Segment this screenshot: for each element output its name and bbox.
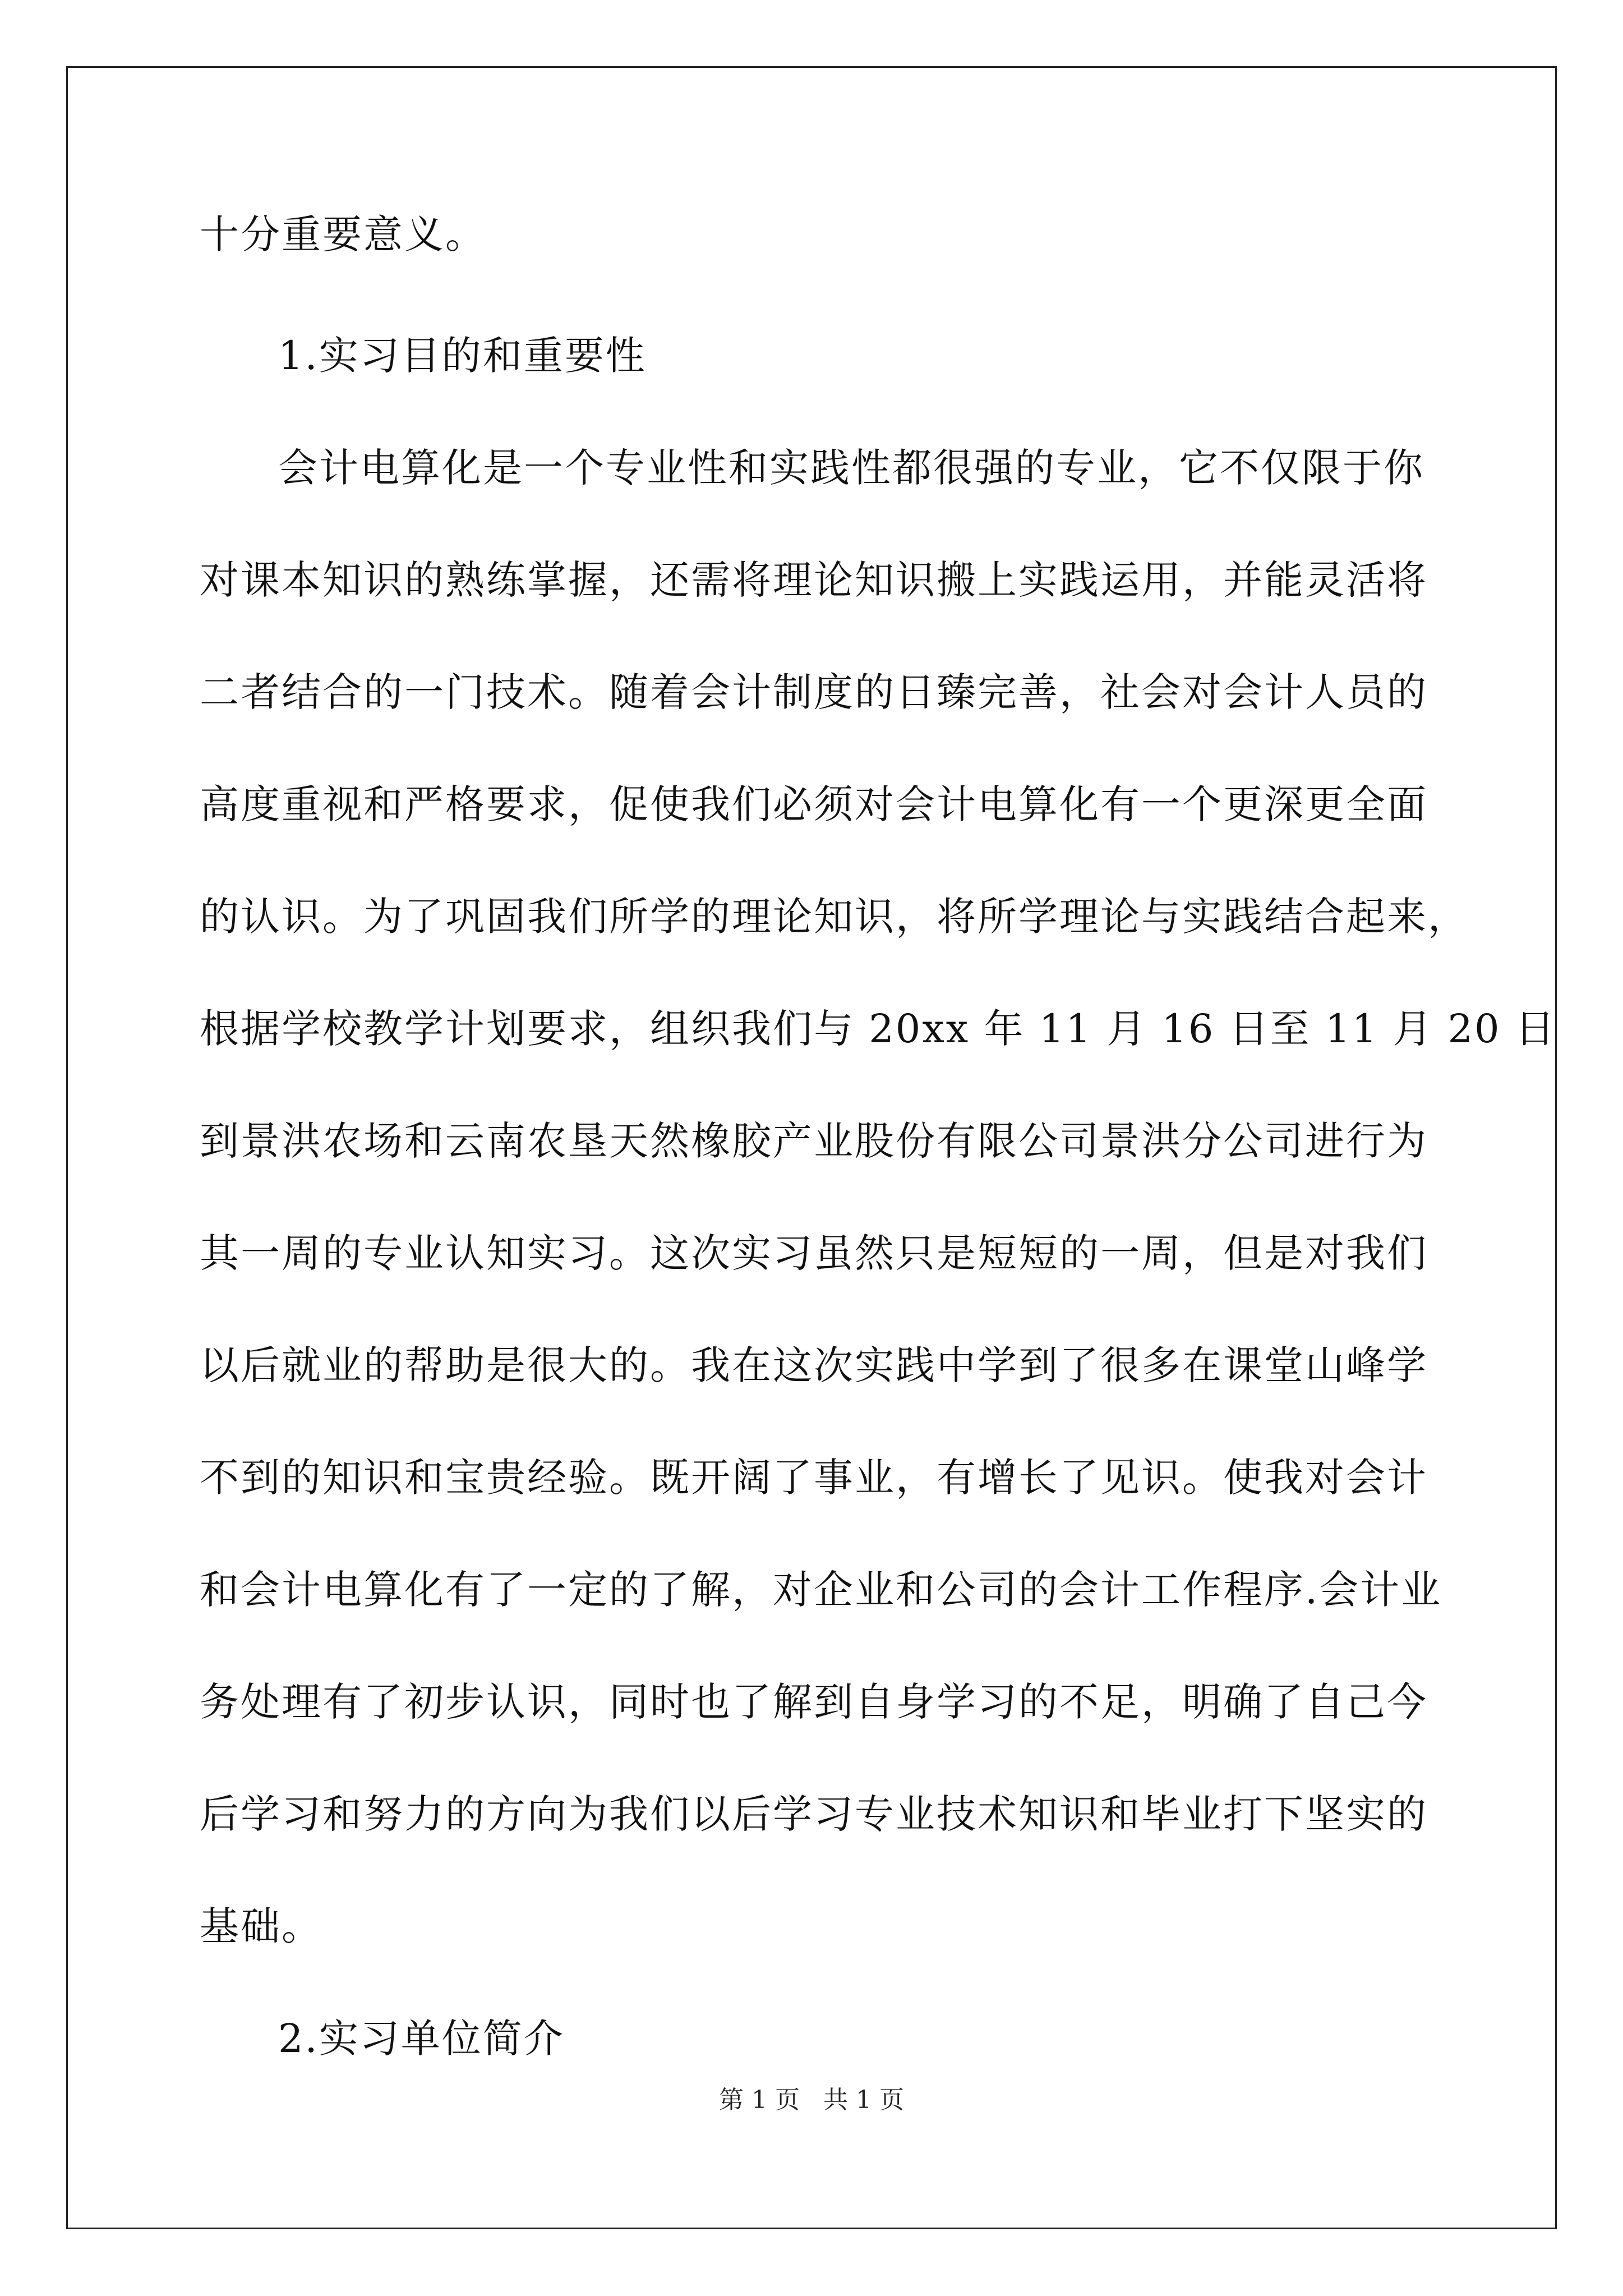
page-number: 第 1 页 共 1 页: [719, 2086, 904, 2114]
paragraph-line: 以后就业的帮助是很大的。我在这次实践中学到了很多在课堂山峰学: [200, 1342, 1428, 1388]
paragraph-line: 根据学校教学计划要求，组织我们与 20xx 年 11 月 16 日至 11 月 20 日: [200, 1006, 1556, 1052]
paragraph-line: 高度重视和严格要求，促使我们必须对会计电算化有一个更深更全面: [200, 781, 1428, 827]
paragraph-line: 的认识。为了巩固我们所学的理论知识，将所学理论与实践结合起来，: [200, 894, 1469, 940]
paragraph-line: 后学习和努力的方向为我们以后学习专业技术知识和毕业打下坚实的: [200, 1791, 1428, 1837]
text-line: 十分重要意义。: [200, 211, 486, 257]
paragraph-line: 会计电算化是一个专业性和实践性都很强的专业，它不仅限于你: [278, 445, 1424, 491]
paragraph-line: 其一周的专业认知实习。这次实习虽然只是短短的一周，但是对我们: [200, 1230, 1428, 1276]
paragraph-line: 和会计电算化有了一定的了解，对企业和公司的会计工作程序.会计业: [200, 1567, 1442, 1613]
paragraph-line: 基础。: [200, 1903, 322, 1949]
paragraph-line: 对课本知识的熟练掌握，还需将理论知识搬上实践运用，并能灵活将: [200, 557, 1428, 603]
paragraph-line: 不到的知识和宝贵经验。既开阔了事业，有增长了见识。使我对会计: [200, 1455, 1428, 1501]
paragraph-line: 二者结合的一门技术。随着会计制度的日臻完善，社会对会计人员的: [200, 669, 1428, 715]
section-heading: 2.实习单位简介: [278, 2016, 565, 2062]
paragraph-line: 务处理有了初步认识，同时也了解到自身学习的不足，明确了自己今: [200, 1679, 1428, 1725]
section-heading: 1.实习目的和重要性: [278, 333, 647, 379]
paragraph-line: 到景洪农场和云南农垦天然橡胶产业股份有限公司景洪分公司进行为: [200, 1118, 1428, 1164]
